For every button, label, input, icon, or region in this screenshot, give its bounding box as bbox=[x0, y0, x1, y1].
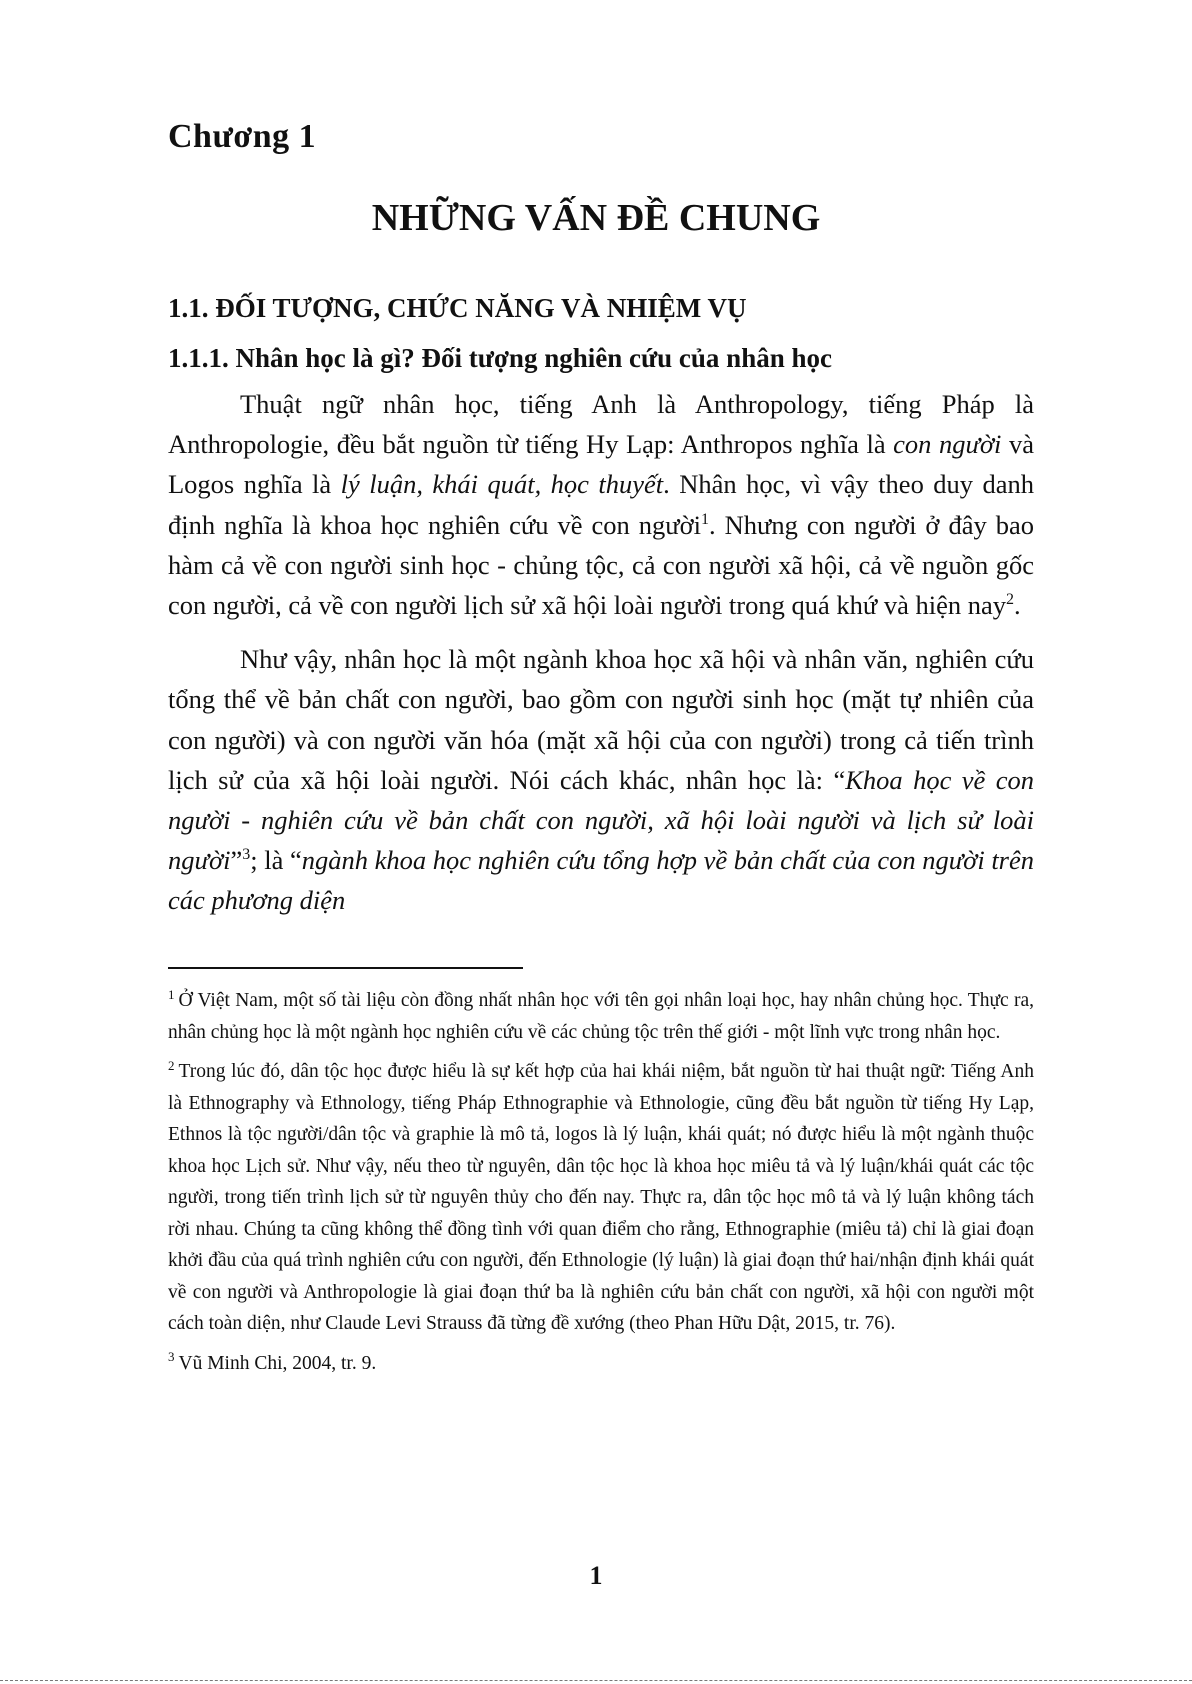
footnote-3 bbox=[168, 1348, 1034, 1380]
footnote-marker: 2 bbox=[168, 1057, 175, 1073]
page-bottom-edge bbox=[0, 1680, 1192, 1681]
paragraph-2-italic-quote: ngành khoa học nghiên cứu tổng hợp về bản chất của con người trên các phương diện bbox=[168, 845, 1035, 916]
chapter-label: Chương 1 bbox=[168, 118, 317, 155]
paragraph-1-text: Thuật ngữ nhân học, tiếng Anh là Anthropology, tiếng Pháp là Anthropologie, đều bắt nguồn từ tiếng Hy Lạp: Anthropos nghĩa là bbox=[168, 389, 1034, 460]
chapter-title: NHỮNG VẤN ĐỀ CHUNG bbox=[371, 197, 821, 239]
footnote-ref-3[interactable]: 3 bbox=[242, 846, 251, 864]
footnote-ref-1[interactable]: 1 bbox=[701, 510, 710, 528]
paragraph-1-text: . Nhưng con người ở đây bao hàm cả về con người sinh học - chủng tộc, cả con người xã hội, cả về nguồn gốc con người, cả về con người lịch sử xã hội loài người trong quá khứ và hiện nay bbox=[168, 509, 1034, 621]
paragraph-1 bbox=[168, 384, 1034, 625]
paragraph-1-text: . bbox=[1014, 590, 1021, 621]
footnote-text: Trong lúc đó, dân tộc học được hiểu là sự kết hợp của hai khái niệm, bắt nguồn từ hai thuật ngữ: Tiếng Anh là Ethnography và Ethnology, tiếng Pháp Ethnographie và Ethnologie, cũng đều bắt nguồn từ tiếng Hy Lạp, Ethnos là tộc người/dân tộc và graphie là mô tả, logos là lý luận, khái quát; nó được hiểu là một ngành thuộc khoa học Lịch sử. Như vậy, nếu theo từ nguyên, dân tộc học là khoa học miêu tả và lý luận/khái quát các tộc người, trong tiến trình lịch sử từ nguyên thủy cho đến nay. Thực ra, dân tộc học mô tả và lý luận không tách rời nhau. Chúng ta cũng không thể đồng tình với quan điểm cho rằng, Ethnographie (miêu tả) chỉ là giai đoạn khởi đầu của quá trình nghiên cứu con người, đến Ethnologie (lý luận) là giai đoạn thứ hai/nhận định khái quát về con người và Anthropologie là giai đoạn thứ ba là nghiên cứu bản chất con người, xã hội con người một cách toàn diện, như Claude Levi Strauss đã từng đề xướng (theo Phan Hữu Dật, 2015, tr. 76). bbox=[168, 1061, 1034, 1334]
paragraph-1-text: và Logos nghĩa là bbox=[168, 429, 1034, 500]
paragraph-2 bbox=[168, 639, 1034, 920]
footnote-1 bbox=[168, 985, 1034, 1048]
footnote-marker: 3 bbox=[168, 1349, 175, 1364]
paragraph-1-italic-term: lý luận, khái quát, học thuyết bbox=[340, 469, 664, 500]
footnote-text: Vũ Minh Chi, 2004, tr. 9. bbox=[178, 1352, 377, 1374]
footnotes bbox=[168, 985, 1034, 1379]
footnote-2 bbox=[168, 1056, 1034, 1340]
body-text bbox=[168, 384, 1034, 921]
section-heading: 1.1. ĐỐI TƯỢNG, CHỨC NĂNG VÀ NHIỆM VỤ bbox=[168, 293, 747, 323]
paragraph-2-text: ; là “ bbox=[250, 845, 302, 876]
footnote-marker: 1 bbox=[168, 986, 175, 1002]
page-number: 1 bbox=[589, 1561, 603, 1590]
subsection-heading: 1.1.1. Nhân học là gì? Đối tượng nghiên cứu của nhân học bbox=[168, 343, 832, 373]
paragraph-1-italic-term: con người bbox=[893, 429, 1002, 460]
footnote-ref-2[interactable]: 2 bbox=[1006, 591, 1015, 609]
footnote-text: Ở Việt Nam, một số tài liệu còn đồng nhất nhân học với tên gọi nhân loại học, hay nhân chủng học. Thực ra, nhân chủng học là một ngành học nghiên cứu về các chủng tộc trên thế giới - một lĩnh vực trong nhân học. bbox=[168, 990, 1034, 1043]
footnote-separator bbox=[168, 967, 523, 969]
paragraph-1-text: . Nhân học, vì vậy theo duy danh định nghĩa là khoa học nghiên cứu về con người bbox=[168, 469, 1034, 540]
paragraph-2-text: ” bbox=[230, 845, 243, 876]
paragraph-2-italic-quote: Khoa học về con người - nghiên cứu về bản chất con người, xã hội loài người và lịch sử loài người bbox=[168, 764, 1034, 876]
paragraph-2-text: Như vậy, nhân học là một ngành khoa học xã hội và nhân văn, nghiên cứu tổng thể về bản chất con người, bao gồm con người sinh học (mặt tự nhiên của con người) và con người văn hóa (mặt xã hội của con người) trong cả tiến trình lịch sử của xã hội loài người. Nói cách khác, nhân học là: “ bbox=[168, 644, 1034, 795]
